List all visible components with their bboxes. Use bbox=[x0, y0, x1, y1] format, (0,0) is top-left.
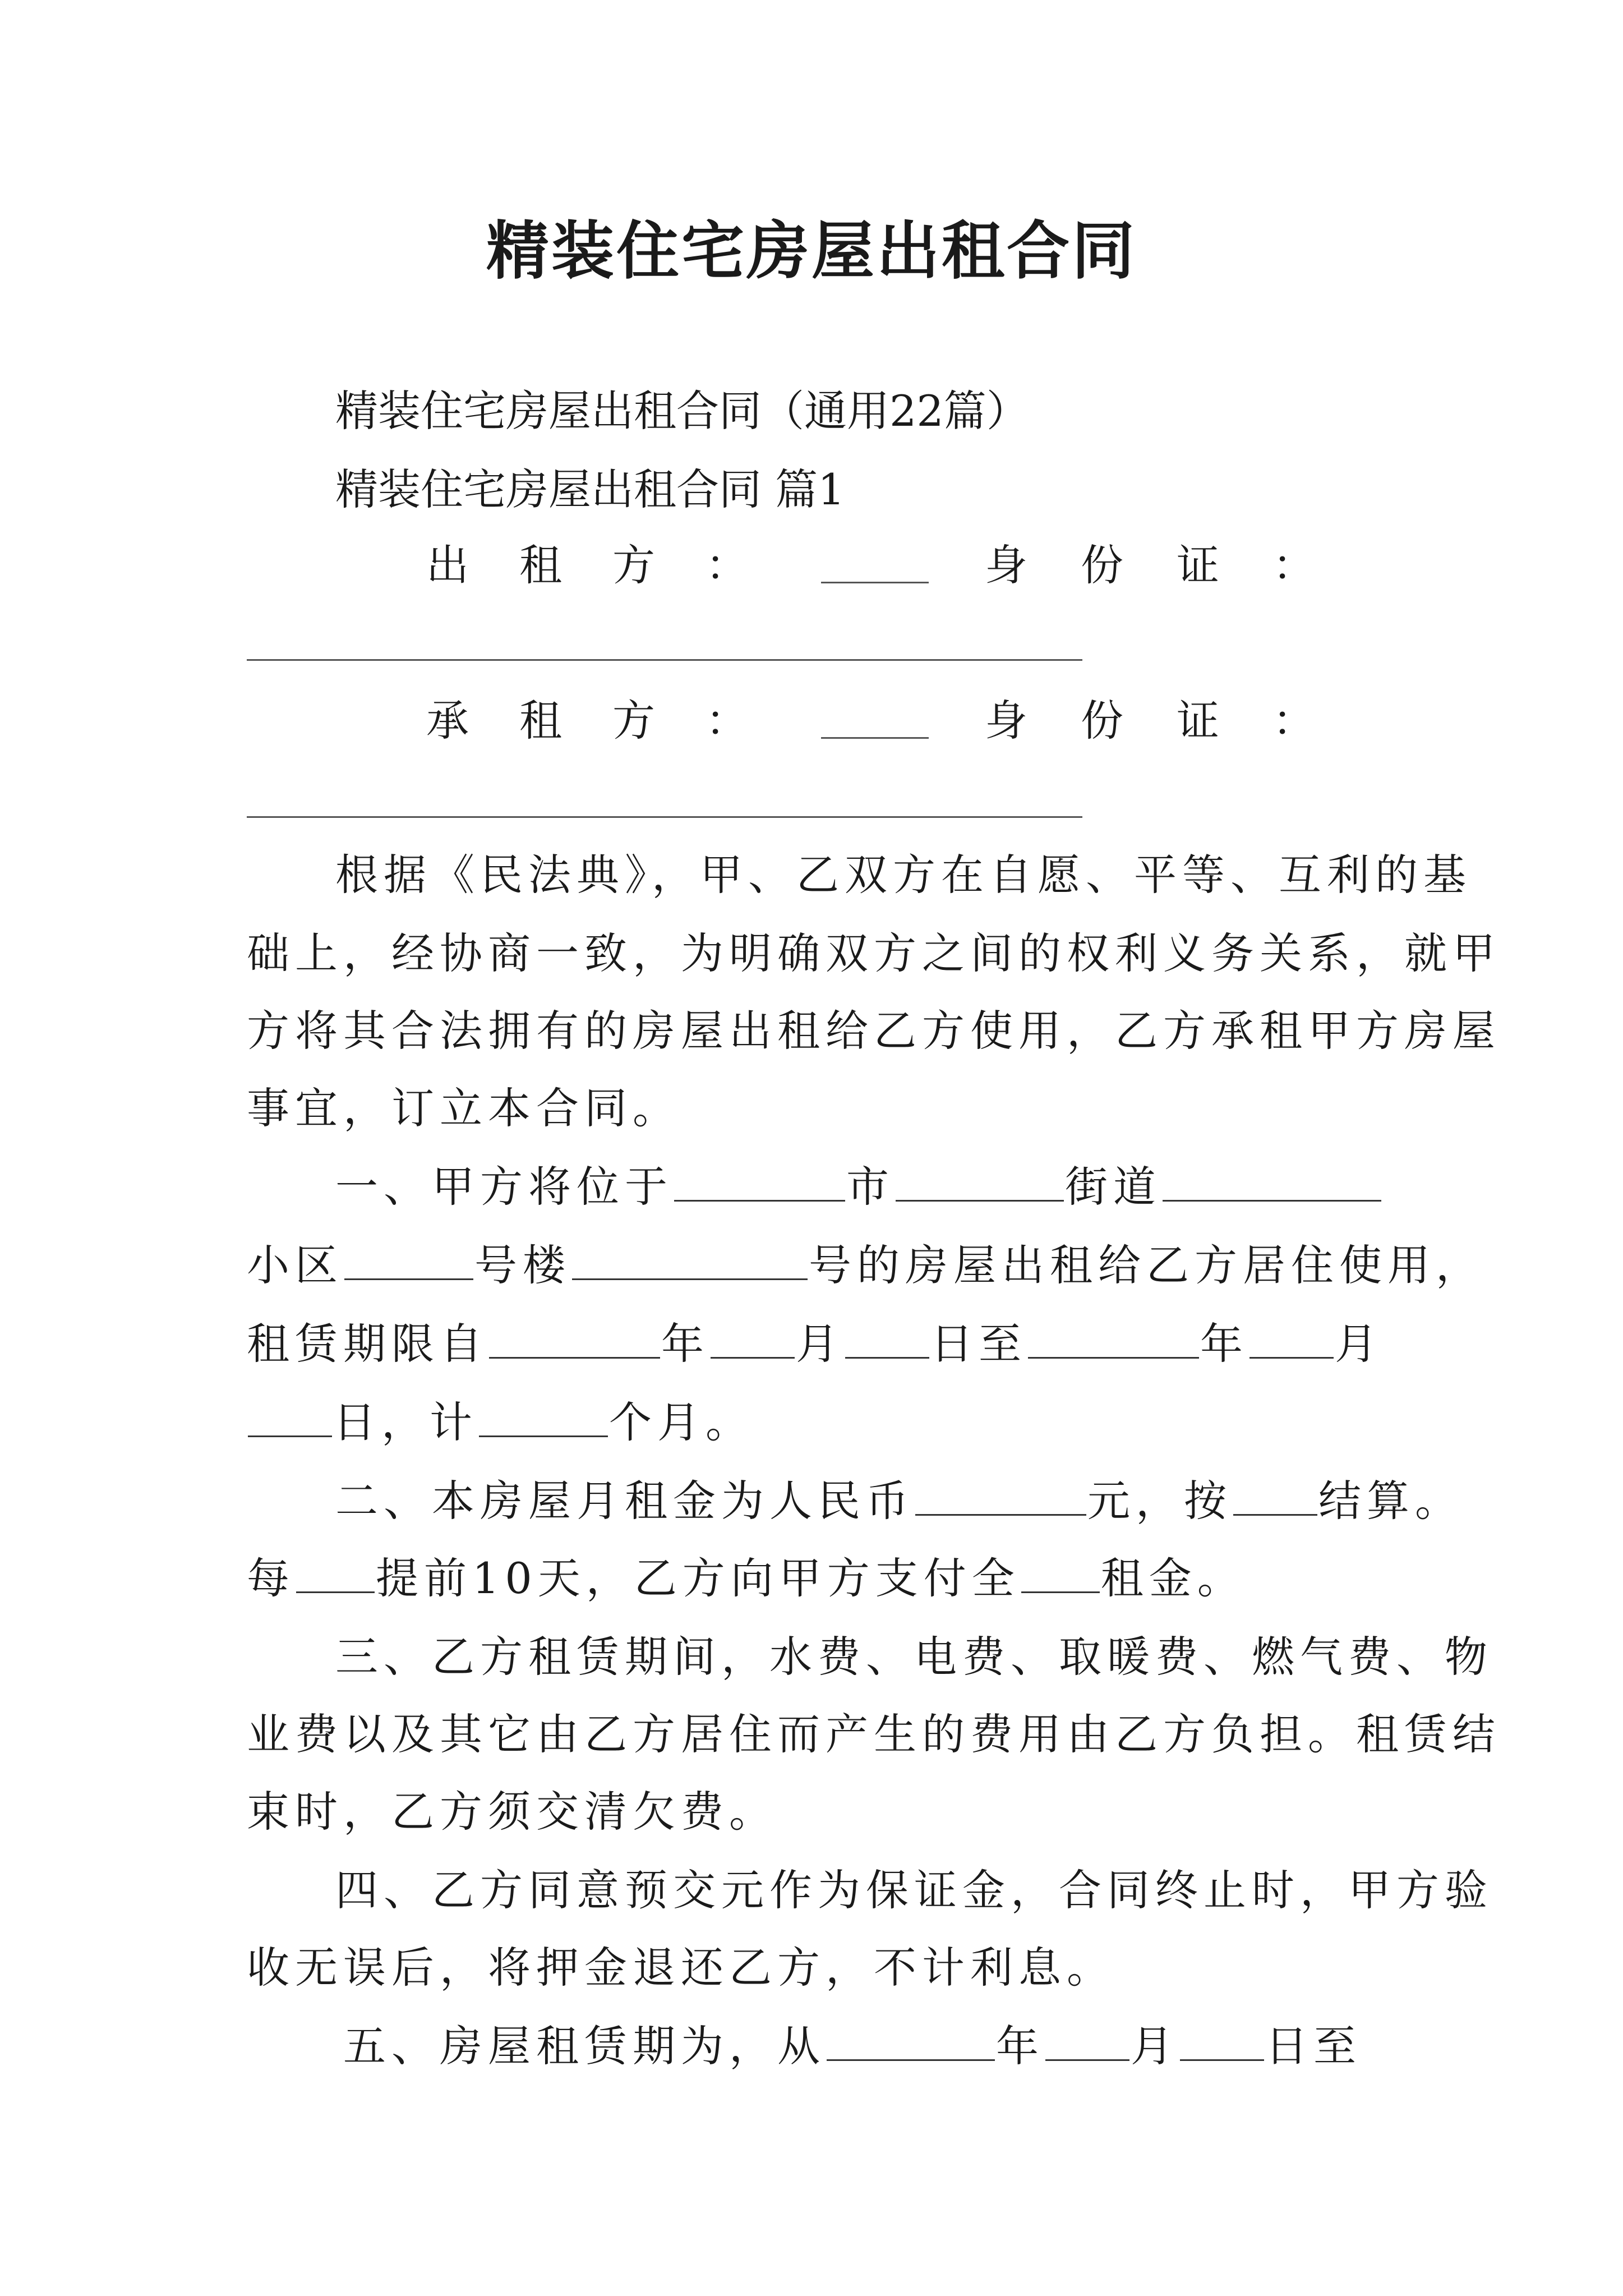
clause-text: 二、本房屋月租金为人民币 bbox=[335, 1476, 914, 1526]
period-blank bbox=[296, 1591, 375, 1593]
term-year-blank bbox=[827, 2059, 995, 2061]
clause-text: 日至 bbox=[1265, 2021, 1362, 2071]
term-day-blank bbox=[1180, 2059, 1264, 2061]
clause-text: 月 bbox=[1131, 2021, 1179, 2071]
clause-text: 租金。 bbox=[1100, 1553, 1246, 1603]
clause-text: 小区 bbox=[247, 1240, 343, 1290]
clause-1-line bbox=[247, 1319, 1383, 1369]
document-title: 精装住宅房屋出租合同 bbox=[486, 214, 1137, 288]
end-day-blank bbox=[248, 1435, 332, 1437]
clause-text: 月 bbox=[1335, 1319, 1383, 1369]
clause-text: 月 bbox=[796, 1319, 844, 1369]
months-blank bbox=[479, 1435, 608, 1437]
clause-text: 年 bbox=[996, 2021, 1044, 2071]
section-heading: 精装住宅房屋出租合同 篇1 bbox=[335, 464, 845, 514]
clause-3-line: 业费以及其它由乙方居住而产生的费用由乙方负担。租赁结 bbox=[247, 1709, 1501, 1759]
lessor-label: 出租方： bbox=[426, 540, 799, 590]
street-blank bbox=[896, 1199, 1064, 1202]
community-blank bbox=[1163, 1199, 1381, 1202]
lessee-line bbox=[426, 696, 1368, 746]
lessor-name-blank bbox=[821, 581, 929, 583]
start-day-blank bbox=[845, 1356, 929, 1359]
end-year-blank bbox=[1028, 1356, 1199, 1359]
clause-4-line: 收无误后，将押金退还乙方，不计利息。 bbox=[247, 1943, 1115, 1993]
clause-text: 号的房屋出租给乙方居住使用， bbox=[809, 1240, 1484, 1290]
lessor-id-label: 身份证： bbox=[985, 540, 1368, 590]
intro-line: 根据《民法典》，甲、乙双方在自愿、平等、互利的基 bbox=[335, 850, 1472, 900]
clause-2-line bbox=[247, 1553, 1246, 1603]
building-blank bbox=[344, 1278, 473, 1280]
clause-text: 每 bbox=[247, 1553, 295, 1603]
rent-amount-blank bbox=[915, 1513, 1086, 1516]
clause-4-line: 四、乙方同意预交元作为保证金，合同终止时，甲方验 bbox=[335, 1865, 1493, 1915]
document-subtitle: 精装住宅房屋出租合同（通用22篇） bbox=[335, 386, 1029, 436]
term-month-blank bbox=[1045, 2059, 1129, 2061]
lessee-id-blank bbox=[247, 816, 1082, 818]
clause-text: 五、房屋租赁期为，从 bbox=[343, 2021, 826, 2071]
city-blank bbox=[674, 1199, 845, 1202]
intro-line: 础上，经协商一致，为明确双方之间的权利义务关系，就甲 bbox=[247, 928, 1501, 978]
clause-text: 结算。 bbox=[1318, 1476, 1463, 1526]
lessee-id-label: 身份证： bbox=[985, 696, 1368, 746]
clause-text: 个月。 bbox=[609, 1397, 754, 1447]
clause-5-line bbox=[343, 2021, 1362, 2071]
clause-text: 日至 bbox=[930, 1319, 1027, 1369]
lessee-label: 承租方： bbox=[426, 696, 799, 746]
period-blank bbox=[1021, 1591, 1100, 1593]
start-month-blank bbox=[711, 1356, 795, 1359]
clause-3-line: 束时，乙方须交清欠费。 bbox=[247, 1787, 777, 1837]
lessor-id-blank bbox=[247, 659, 1082, 661]
intro-line: 事宜，订立本合同。 bbox=[247, 1083, 681, 1133]
clause-1-line bbox=[247, 1240, 1484, 1290]
clause-1-line bbox=[335, 1162, 1382, 1212]
clause-3-line: 三、乙方租赁期间，水费、电费、取暖费、燃气费、物 bbox=[335, 1632, 1493, 1682]
clause-1-line bbox=[247, 1397, 754, 1447]
clause-text: 年 bbox=[1200, 1319, 1248, 1369]
lessee-name-blank bbox=[821, 737, 929, 739]
unit-blank bbox=[572, 1278, 808, 1280]
clause-text: 年 bbox=[661, 1319, 709, 1369]
intro-line: 方将其合法拥有的房屋出租给乙方使用，乙方承租甲方房屋 bbox=[247, 1006, 1501, 1056]
clause-2-line bbox=[335, 1476, 1463, 1526]
clause-text: 号楼 bbox=[474, 1240, 571, 1290]
clause-text: 提前10天，乙方向甲方支付全 bbox=[376, 1553, 1020, 1603]
lessor-line bbox=[426, 540, 1368, 590]
end-month-blank bbox=[1249, 1356, 1334, 1359]
clause-text: 一、甲方将位于 bbox=[335, 1162, 673, 1212]
start-year-blank bbox=[489, 1356, 660, 1359]
clause-text: 街道 bbox=[1065, 1162, 1161, 1212]
clause-text: 元，按 bbox=[1087, 1476, 1232, 1526]
clause-text: 日，计 bbox=[333, 1397, 478, 1447]
clause-text: 租赁期限自 bbox=[247, 1319, 488, 1369]
settlement-blank bbox=[1233, 1513, 1317, 1516]
clause-text: 市 bbox=[846, 1162, 895, 1212]
